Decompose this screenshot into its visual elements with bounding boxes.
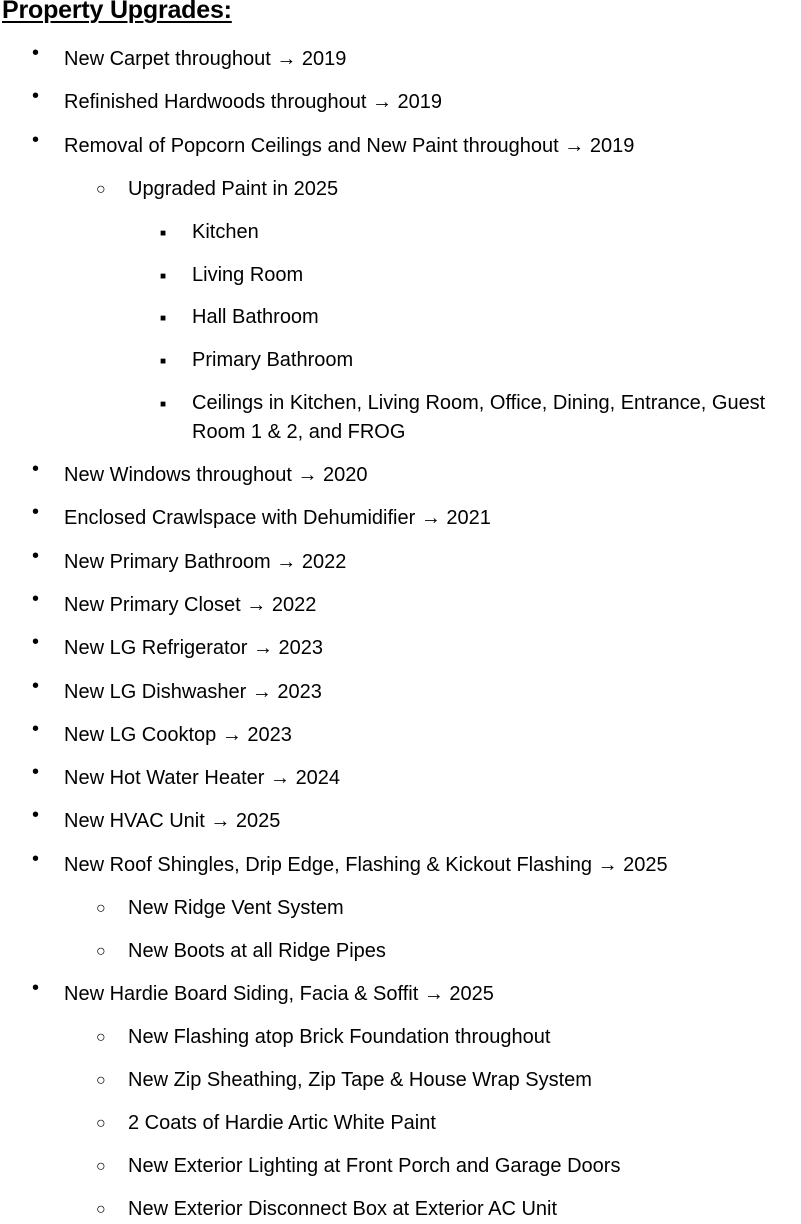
arrow-icon: →: [270, 767, 290, 789]
arrow-icon: →: [597, 854, 618, 876]
arrow-icon: →: [564, 135, 585, 157]
bullet-icon: •: [32, 501, 40, 523]
list-item-text: Refinished Hardwoods throughout: [64, 91, 367, 113]
list-item-text: New Primary Bathroom: [64, 551, 271, 573]
arrow-icon: →: [252, 637, 273, 659]
list-item-text: Upgraded Paint in 2025: [128, 178, 339, 200]
bullet-icon: •: [32, 631, 40, 653]
list-item-text: Ceilings in Kitchen, Living Room, Office, Dining, Entrance, Guest Room 1 & 2, and FROG: [192, 392, 766, 443]
list-item-text: 2 Coats of Hardie Artic White Paint: [128, 1112, 436, 1134]
square-bullet-icon: ■: [160, 271, 167, 282]
square-bullet-icon: ■: [160, 313, 167, 324]
list-item-year: 2020: [323, 464, 368, 486]
list-item-year: 2019: [301, 48, 347, 70]
list-item-text: New HVAC Unit: [64, 810, 205, 832]
bullet-icon: •: [32, 588, 40, 610]
list-item-text: New LG Refrigerator: [64, 637, 248, 659]
list-item-text: Kitchen: [192, 221, 259, 243]
circle-bullet-icon: ○: [96, 943, 106, 960]
bullet-icon: •: [32, 129, 40, 151]
list-item-text: New Carpet throughout: [64, 48, 271, 70]
page-title: Property Upgrades:: [2, 0, 232, 24]
list-item-text: New Boots at all Ridge Pipes: [128, 940, 386, 962]
arrow-icon: →: [423, 983, 444, 1005]
arrow-icon: →: [276, 551, 297, 573]
circle-bullet-icon: ○: [96, 181, 106, 198]
bullet-icon: •: [32, 85, 40, 107]
list-item-text: New Primary Closet: [64, 594, 241, 616]
arrow-icon: →: [276, 48, 297, 70]
bullet-icon: •: [32, 675, 40, 697]
bullet-icon: •: [32, 718, 40, 740]
list-item-text: Enclosed Crawlspace with Dehumidifier: [64, 507, 416, 529]
list-item-text: New Exterior Disconnect Box at Exterior AC Unit: [128, 1198, 558, 1220]
list-item-text: New Hot Water Heater: [64, 767, 265, 789]
arrow-icon: →: [251, 681, 272, 703]
circle-bullet-icon: ○: [96, 900, 106, 917]
arrow-icon: →: [221, 724, 242, 746]
list-item-year: 2019: [397, 91, 443, 113]
arrow-icon: →: [297, 464, 318, 486]
circle-bullet-icon: ○: [96, 1072, 106, 1089]
arrow-icon: →: [210, 810, 231, 832]
list-item-text: Hall Bathroom: [192, 306, 319, 328]
list-item-year: 2024: [295, 767, 341, 789]
arrow-icon: →: [371, 91, 392, 113]
list-item-text: New Flashing atop Brick Foundation throughout: [128, 1026, 551, 1048]
list-item-text: New Zip Sheathing, Zip Tape & House Wrap System: [128, 1069, 592, 1091]
list-item-text: Living Room: [192, 264, 304, 286]
bullet-icon: •: [32, 848, 40, 870]
bullet-icon: •: [32, 804, 40, 826]
list-item-text: New Roof Shingles, Drip Edge, Flashing & Kickout Flashing: [64, 854, 593, 876]
bullet-icon: •: [32, 761, 40, 783]
bullet-icon: •: [32, 545, 40, 567]
list-item-year: 2025: [235, 810, 281, 832]
square-bullet-icon: ■: [160, 356, 167, 367]
list-item-year: 2025: [449, 983, 494, 1005]
bullet-icon: •: [32, 42, 40, 64]
circle-bullet-icon: ○: [96, 1201, 106, 1218]
list-item-year: 2021: [446, 507, 491, 529]
list-item-year: 2023: [247, 724, 292, 746]
list-item-text: New LG Cooktop: [64, 724, 217, 746]
circle-bullet-icon: ○: [96, 1029, 106, 1046]
list-item-text: Removal of Popcorn Ceilings and New Paint throughout: [64, 135, 559, 157]
list-item-year: 2022: [301, 551, 347, 573]
arrow-icon: →: [420, 507, 441, 529]
circle-bullet-icon: ○: [96, 1115, 106, 1132]
list-item-text: New Hardie Board Siding, Facia & Soffit: [64, 983, 419, 1005]
list-item-year: 2022: [271, 594, 317, 616]
bullet-icon: •: [32, 458, 40, 480]
list-item-text: New Exterior Lighting at Front Porch and Garage Doors: [128, 1155, 621, 1177]
square-bullet-icon: ■: [160, 228, 167, 239]
list-item-text: New Windows throughout: [64, 464, 292, 486]
list-item-text: New Ridge Vent System: [128, 897, 344, 919]
list-item-year: 2023: [277, 681, 322, 703]
list-item-text: Primary Bathroom: [192, 349, 354, 371]
arrow-icon: →: [246, 594, 267, 616]
list-item-text: New LG Dishwasher: [64, 681, 247, 703]
bullet-icon: •: [32, 977, 40, 999]
list-item-year: 2025: [623, 854, 668, 876]
list-item-year: 2023: [278, 637, 324, 659]
circle-bullet-icon: ○: [96, 1158, 106, 1175]
square-bullet-icon: ■: [160, 399, 167, 410]
list-item-year: 2019: [589, 135, 635, 157]
